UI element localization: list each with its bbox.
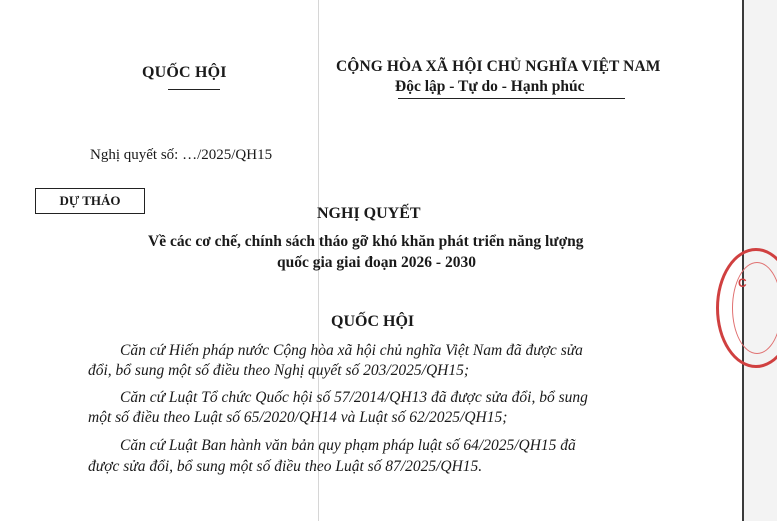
national-title: CỘNG HÒA XÃ HỘI CHỦ NGHĨA VIỆT NAM	[336, 58, 661, 75]
organization-underline	[168, 89, 220, 90]
legal-basis-1-line-1: Căn cứ Hiến pháp nước Cộng hòa xã hội chủ nghĩa Việt Nam đã được sửa	[120, 342, 583, 359]
subject-line-2: quốc gia giai đoạn 2026 - 2030	[277, 254, 476, 271]
document-title: NGHỊ QUYẾT	[317, 205, 421, 222]
legal-basis-3-line-2: được sửa đổi, bổ sung một số điều theo Luật số 87/2025/QH15.	[88, 458, 483, 475]
national-motto: Độc lập - Tự do - Hạnh phúc	[395, 78, 585, 95]
legal-basis-1-line-2: đổi, bổ sung một số điều theo Nghị quyết số 203/2025/QH15;	[88, 362, 470, 379]
issuing-organization: QUỐC HỘI	[142, 64, 227, 81]
motto-underline	[398, 98, 625, 99]
seal-text: C	[738, 276, 747, 290]
draft-label-box: DỰ THẢO	[35, 188, 145, 214]
subject-line-1: Về các cơ chế, chính sách tháo gỡ khó khăn phát triển năng lượng	[148, 233, 584, 250]
resolution-number: Nghị quyết số: …/2025/QH15	[90, 147, 273, 163]
legal-basis-2-line-1: Căn cứ Luật Tổ chức Quốc hội số 57/2014/QH13 đã được sửa đổi, bổ sung	[120, 389, 588, 406]
legal-basis-3-line-1: Căn cứ Luật Ban hành văn bản quy phạm pháp luật số 64/2025/QH15 đã	[120, 437, 576, 454]
legal-basis-2-line-2: một số điều theo Luật số 65/2020/QH14 và Luật số 62/2025/QH15;	[88, 409, 508, 426]
issuer-heading: QUỐC HỘI	[331, 313, 415, 330]
